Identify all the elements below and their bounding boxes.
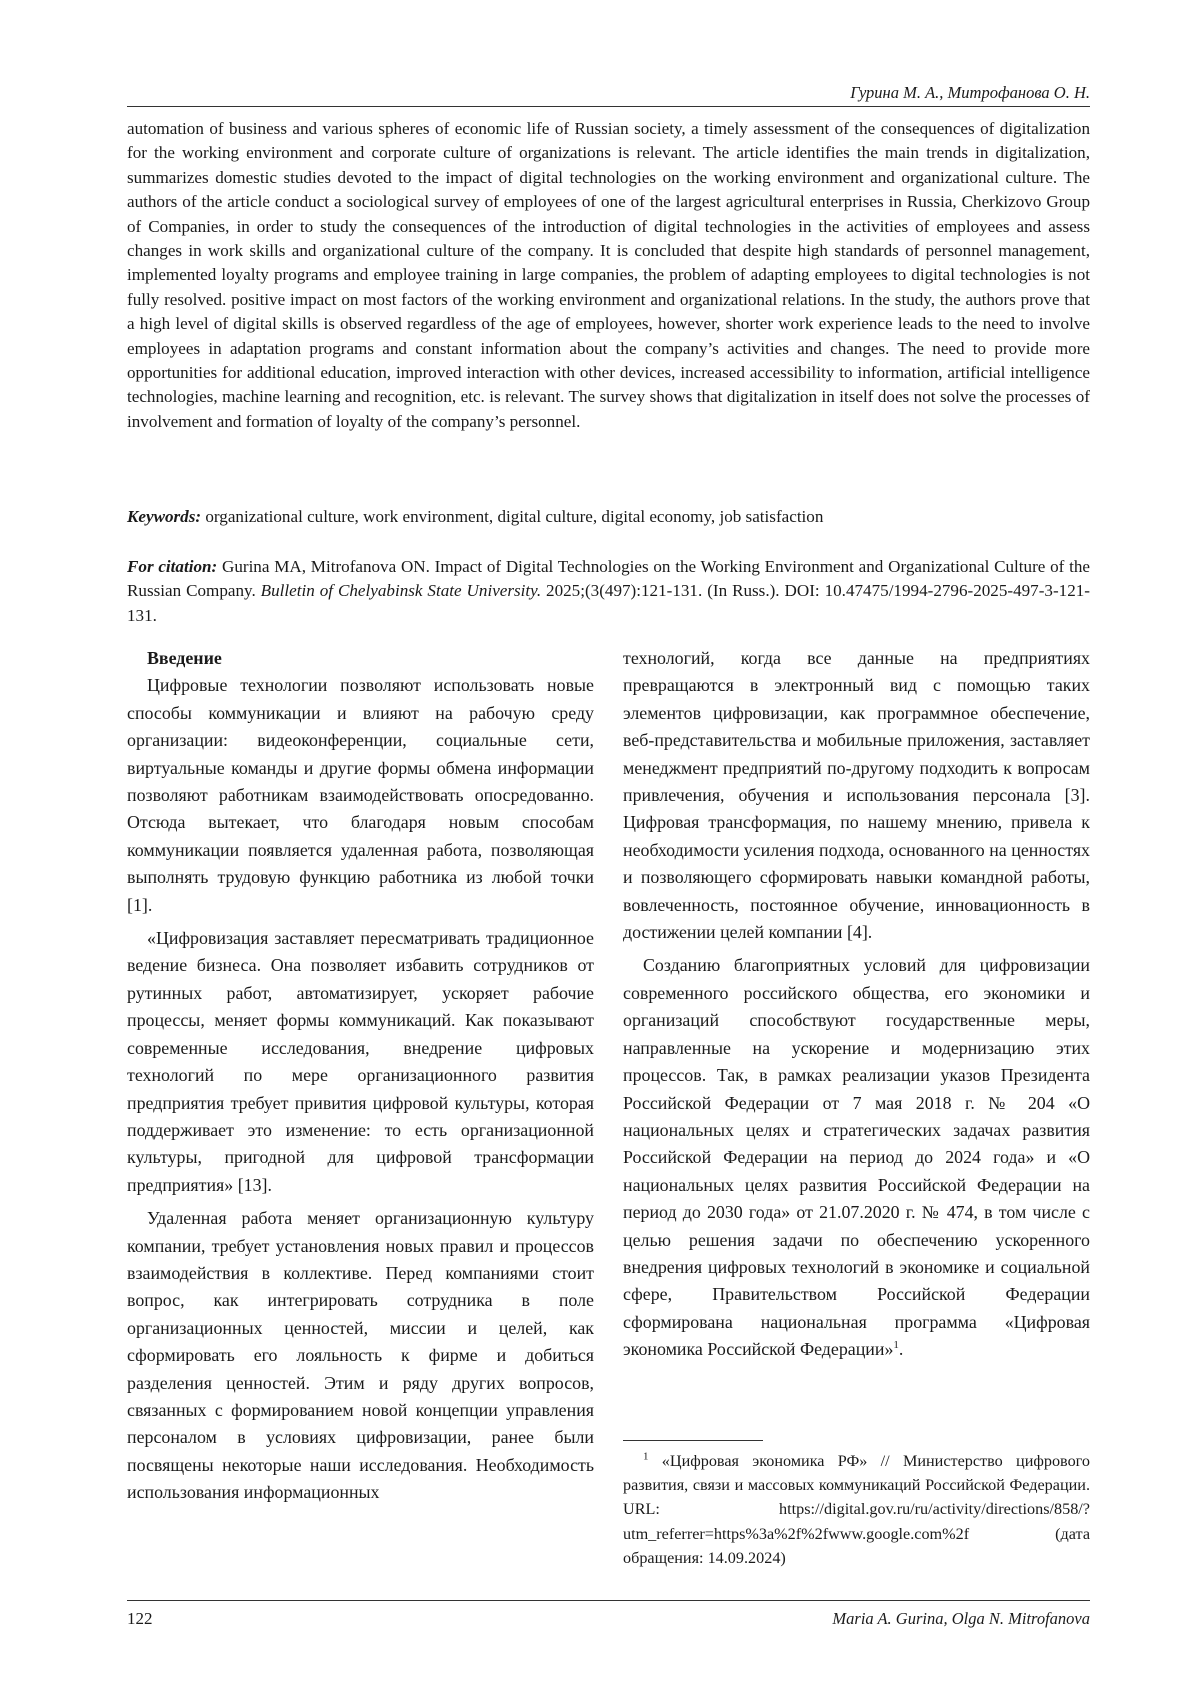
footer-rule <box>127 1600 1090 1601</box>
paragraph: «Цифровизация заставляет пересматривать традиционное ведение бизнеса. Она позволяет избавить сотрудников от рутинных работ, автоматизирует, ускоряет рабочие процессы, меняет формы коммуникаций. Как показывают современные исследования, внедрение цифровых технологий по мере организационного развития предприятия требует привития цифровой культуры, которая поддерживает это изменение: то есть организационной культуры, пригодной для цифровой трансформации предприятия» [13]. <box>127 928 594 1195</box>
right-column <box>623 645 1090 1364</box>
footnote-reference[interactable]: 1 <box>893 1339 899 1352</box>
paragraph-text: Созданию благоприятных условий для цифровизации современного российского общества, его экономики и организаций способствуют государственные меры, направленные на ускорение и модернизацию этих процессов. Так, в рамках реализации указов Президента Российской Федерации от 7 мая 2018 г. № 204 «О национальных целях и стратегических задачах развития Российской Федерации на период до 2024 года» и «О национальных целях развития Российской Федерации на период до 2030 года» от 21.07.2020 г. № 474, в том числе с целью решения задачи по обеспечению ускоренного внедрения цифровых технологий в экономике и социальной сфере, Правительством Российской Федерации сформирована национальная программа «Цифровая экономика Российской Федерации» <box>623 955 1090 1360</box>
paragraph: Цифровые технологии позволяют использовать новые способы коммуникации и влияют на рабочую среду организации: видеоконференции, социальные сети, виртуальные команды и другие формы обмена информации позволяют работникам взаимодействовать опосредованно. Отсюда вытекает, что благодаря новым способам коммуникации появляется удаленная работа, позволяющая выполнять трудовую функцию работника из любой точки [1]. <box>127 675 594 915</box>
paragraph-end: . <box>898 1339 904 1360</box>
header-rule <box>127 106 1090 107</box>
keywords-label: Keywords: <box>127 507 202 526</box>
footer-authors: Maria A. Gurina, Olga N. Mitrofanova <box>832 1609 1090 1628</box>
citation-label: For citation: <box>127 557 218 576</box>
paragraph-with-footnote <box>623 952 1090 1363</box>
left-column <box>127 645 594 1507</box>
abstract-text: automation of business and various spheres of economic life of Russian society, a timely assessment of the consequences of digitalization for the working environment and corporate culture of organizations is relevant. The article identifies the main trends in digitalization, summarizes domestic studies devoted to the impact of digital technologies on the working environment and organizational culture. The authors of the article conduct a sociological survey of employees of one of the largest agricultural enterprises in Russia, Cherkizovo Group of Companies, in order to study the consequences of the introduction of digital technologies in the activities of employees and assess changes in work skills and organizational culture of the company. It is concluded that despite high standards of personnel management, implemented loyalty programs and employee training in large companies, the problem of adapting employees to digital technologies is not fully resolved. positive impact on most factors of the working environment and organizational relations. In the study, the authors prove that a high level of digital skills is observed regardless of the age of employees, however, shorter work experience leads to the need to involve employees in adaptation programs and constant information about the company’s activities and changes. The need to provide more opportunities for additional education, improved interaction with other devices, increased accessibility to information, artificial intelligence technologies, machine learning and recognition, etc. is relevant. The survey shows that digitalization in itself does not solve the processes of involvement and formation of loyalty of the company’s personnel. <box>127 119 1090 431</box>
footnote-number: 1 <box>643 1450 649 1463</box>
page-number: 122 <box>127 1609 153 1628</box>
citation-text-after: 2025;(3(497):121-131. (In Russ.). DOI: 10.47475/1994-2796-2025-497-3-121-131. <box>127 581 1090 625</box>
footnote-rule <box>623 1440 763 1441</box>
citation-text-before: Gurina MA, Mitrofanova ON. Impact of Digital Technologies on the Working Environment and Organizational Culture of the Russian Company. <box>127 557 1090 601</box>
citation <box>127 555 1090 628</box>
keywords-text: organizational culture, work environment, digital culture, digital economy, job satisfaction <box>201 507 824 526</box>
citation-journal: Bulletin of Chelyabinsk State University. <box>260 581 542 601</box>
running-head: Гурина М. А., Митрофанова О. Н. <box>850 83 1090 102</box>
paragraph: технологий, когда все данные на предприятиях превращаются в электронный вид с помощью таких элементов цифровизации, как программное обеспечение, веб-представительства и мобильные приложения, заставляет менеджмент предприятий по-другому подходить к вопросам привлечения, обучения и использования персонала [3]. Цифровая трансформация, по нашему мнению, привела к необходимости усиления подхода, основанного на ценностях и позволяющего сформировать навыки командной работы, вовлеченность, постоянное обучение, инновационность в достижении целей компании [4]. <box>623 648 1090 943</box>
footnote-text: «Цифровая экономика РФ» // Министерство цифрового развития, связи и массовых коммуникаций Российской Федерации. URL: https://digital.gov.ru/ru/activity/directions/858/?utm_referrer=https%3a%2f%2fwww.google.com%2f (дата обращения: 14.09.2024) <box>623 1452 1090 1567</box>
paragraph: Удаленная работа меняет организационную культуру компании, требует установления новых правил и процессов взаимодействия в коллективе. Перед компаниями стоит вопрос, как интегрировать сотрудника в поле организационных ценностей, миссии и целей, как сформировать его лояльность к фирме и добиться разделения ценностей. Этим и ряду других вопросов, связанных с формированием новой концепции управления персоналом в условиях цифровизации, ранее были посвящены некоторые наши исследования. Необходимость использования информационных <box>127 1208 594 1503</box>
keywords <box>127 505 1090 529</box>
section-heading: Введение <box>147 648 222 668</box>
footnote <box>623 1449 1090 1570</box>
